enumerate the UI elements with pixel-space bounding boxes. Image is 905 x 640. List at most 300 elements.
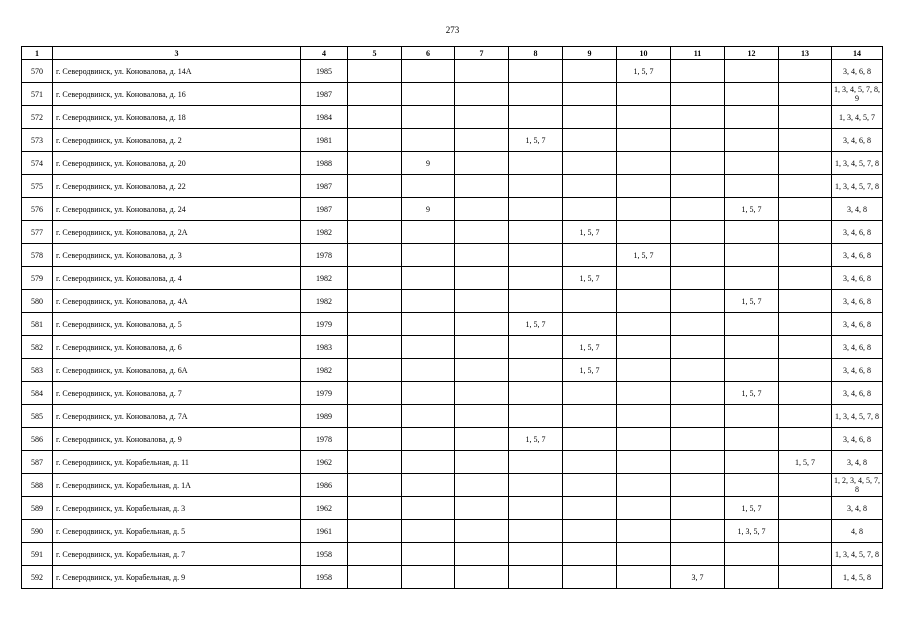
col6-cell	[402, 359, 455, 382]
row-number-cell: 578	[22, 244, 53, 267]
row-number-cell: 585	[22, 405, 53, 428]
col14-cell: 1, 3, 4, 5, 7, 8	[832, 152, 883, 175]
table-row	[22, 175, 883, 198]
address-cell: г. Северодвинск, ул. Корабельная, д. 9	[53, 566, 301, 589]
col12-cell	[725, 566, 779, 589]
col7-cell	[455, 129, 509, 152]
table-row	[22, 359, 883, 382]
year-cell: 1978	[301, 428, 348, 451]
col8-cell	[509, 221, 563, 244]
col13-cell	[779, 175, 832, 198]
col5-cell	[348, 152, 402, 175]
col7-cell	[455, 175, 509, 198]
col12-cell: 1, 5, 7	[725, 382, 779, 405]
col11-cell	[671, 290, 725, 313]
row-number-cell: 575	[22, 175, 53, 198]
address-cell: г. Северодвинск, ул. Коновалова, д. 9	[53, 428, 301, 451]
col10-cell	[617, 129, 671, 152]
col7-cell	[455, 83, 509, 106]
column-header: 13	[779, 47, 832, 60]
col7-cell	[455, 382, 509, 405]
col6-cell: 9	[402, 198, 455, 221]
col12-cell	[725, 152, 779, 175]
table-row	[22, 221, 883, 244]
table-row	[22, 405, 883, 428]
col12-cell	[725, 83, 779, 106]
col9-cell	[563, 405, 617, 428]
table-row	[22, 428, 883, 451]
col10-cell	[617, 451, 671, 474]
row-number-cell: 592	[22, 566, 53, 589]
col12-cell	[725, 474, 779, 497]
col12-cell	[725, 221, 779, 244]
col13-cell: 1, 5, 7	[779, 451, 832, 474]
table-row	[22, 497, 883, 520]
address-cell: г. Северодвинск, ул. Коновалова, д. 4А	[53, 290, 301, 313]
col5-cell	[348, 566, 402, 589]
col8-cell	[509, 336, 563, 359]
col8-cell	[509, 359, 563, 382]
col7-cell	[455, 60, 509, 83]
year-cell: 1958	[301, 566, 348, 589]
col12-cell: 1, 5, 7	[725, 198, 779, 221]
year-cell: 1987	[301, 198, 348, 221]
year-cell: 1982	[301, 267, 348, 290]
col5-cell	[348, 520, 402, 543]
col14-cell: 3, 4, 6, 8	[832, 221, 883, 244]
year-cell: 1962	[301, 451, 348, 474]
col11-cell	[671, 313, 725, 336]
col6-cell	[402, 175, 455, 198]
col10-cell	[617, 497, 671, 520]
col11-cell	[671, 83, 725, 106]
col8-cell	[509, 83, 563, 106]
col7-cell	[455, 428, 509, 451]
column-header: 3	[53, 47, 301, 60]
col6-cell	[402, 382, 455, 405]
col5-cell	[348, 244, 402, 267]
table-row	[22, 244, 883, 267]
col12-cell	[725, 106, 779, 129]
col11-cell	[671, 451, 725, 474]
col14-cell: 1, 3, 4, 5, 7, 8	[832, 175, 883, 198]
col14-cell: 3, 4, 6, 8	[832, 290, 883, 313]
col9-cell	[563, 313, 617, 336]
col5-cell	[348, 267, 402, 290]
col11-cell	[671, 60, 725, 83]
column-header: 12	[725, 47, 779, 60]
col6-cell	[402, 474, 455, 497]
col12-cell	[725, 359, 779, 382]
address-cell: г. Северодвинск, ул. Коновалова, д. 2А	[53, 221, 301, 244]
col9-cell	[563, 451, 617, 474]
col5-cell	[348, 83, 402, 106]
col6-cell	[402, 60, 455, 83]
col13-cell	[779, 359, 832, 382]
col6-cell	[402, 451, 455, 474]
col11-cell	[671, 543, 725, 566]
col6-cell	[402, 497, 455, 520]
col7-cell	[455, 566, 509, 589]
col14-cell: 3, 4, 6, 8	[832, 129, 883, 152]
col6-cell	[402, 313, 455, 336]
col5-cell	[348, 497, 402, 520]
col14-cell: 1, 3, 4, 5, 7	[832, 106, 883, 129]
row-number-cell: 574	[22, 152, 53, 175]
table-row	[22, 566, 883, 589]
col14-cell: 3, 4, 6, 8	[832, 244, 883, 267]
col11-cell	[671, 405, 725, 428]
col8-cell	[509, 244, 563, 267]
col8-cell	[509, 497, 563, 520]
col13-cell	[779, 106, 832, 129]
col7-cell	[455, 313, 509, 336]
year-cell: 1987	[301, 175, 348, 198]
column-header: 14	[832, 47, 883, 60]
row-number-cell: 576	[22, 198, 53, 221]
col6-cell	[402, 83, 455, 106]
address-cell: г. Северодвинск, ул. Корабельная, д. 7	[53, 543, 301, 566]
col5-cell	[348, 313, 402, 336]
address-cell: г. Северодвинск, ул. Корабельная, д. 3	[53, 497, 301, 520]
address-cell: г. Северодвинск, ул. Коновалова, д. 14А	[53, 60, 301, 83]
col9-cell	[563, 497, 617, 520]
row-number-cell: 582	[22, 336, 53, 359]
col5-cell	[348, 336, 402, 359]
col14-cell: 1, 3, 4, 5, 7, 8	[832, 405, 883, 428]
col6-cell	[402, 543, 455, 566]
col5-cell	[348, 175, 402, 198]
col13-cell	[779, 244, 832, 267]
col9-cell	[563, 428, 617, 451]
row-number-cell: 589	[22, 497, 53, 520]
table-row	[22, 129, 883, 152]
col13-cell	[779, 152, 832, 175]
col13-cell	[779, 382, 832, 405]
col7-cell	[455, 543, 509, 566]
col7-cell	[455, 336, 509, 359]
col13-cell	[779, 129, 832, 152]
col5-cell	[348, 290, 402, 313]
col14-cell: 1, 4, 5, 8	[832, 566, 883, 589]
year-cell: 1962	[301, 497, 348, 520]
address-cell: г. Северодвинск, ул. Коновалова, д. 6А	[53, 359, 301, 382]
col8-cell	[509, 198, 563, 221]
col10-cell	[617, 267, 671, 290]
year-cell: 1981	[301, 129, 348, 152]
col11-cell	[671, 497, 725, 520]
col8-cell	[509, 152, 563, 175]
col11-cell	[671, 474, 725, 497]
col7-cell	[455, 405, 509, 428]
col9-cell	[563, 129, 617, 152]
col10-cell	[617, 474, 671, 497]
col10-cell	[617, 106, 671, 129]
col5-cell	[348, 474, 402, 497]
col9-cell: 1, 5, 7	[563, 359, 617, 382]
col14-cell: 3, 4, 8	[832, 497, 883, 520]
col10-cell: 1, 5, 7	[617, 60, 671, 83]
col12-cell	[725, 267, 779, 290]
col11-cell	[671, 382, 725, 405]
col6-cell	[402, 520, 455, 543]
year-cell: 1987	[301, 83, 348, 106]
col14-cell: 3, 4, 6, 8	[832, 267, 883, 290]
col7-cell	[455, 290, 509, 313]
year-cell: 1989	[301, 405, 348, 428]
col6-cell	[402, 428, 455, 451]
year-cell: 1982	[301, 359, 348, 382]
year-cell: 1958	[301, 543, 348, 566]
col10-cell	[617, 175, 671, 198]
col10-cell	[617, 290, 671, 313]
address-cell: г. Северодвинск, ул. Коновалова, д. 4	[53, 267, 301, 290]
col13-cell	[779, 497, 832, 520]
col12-cell: 1, 3, 5, 7	[725, 520, 779, 543]
col10-cell	[617, 359, 671, 382]
col7-cell	[455, 451, 509, 474]
table-row	[22, 267, 883, 290]
column-header: 10	[617, 47, 671, 60]
col8-cell	[509, 451, 563, 474]
row-number-cell: 581	[22, 313, 53, 336]
col6-cell	[402, 244, 455, 267]
col12-cell	[725, 405, 779, 428]
col5-cell	[348, 451, 402, 474]
col7-cell	[455, 198, 509, 221]
col5-cell	[348, 129, 402, 152]
col8-cell: 1, 5, 7	[509, 129, 563, 152]
col9-cell	[563, 152, 617, 175]
col10-cell	[617, 566, 671, 589]
page-number: 273	[445, 25, 460, 35]
col7-cell	[455, 152, 509, 175]
address-cell: г. Северодвинск, ул. Коновалова, д. 6	[53, 336, 301, 359]
col11-cell	[671, 221, 725, 244]
address-cell: г. Северодвинск, ул. Корабельная, д. 11	[53, 451, 301, 474]
col10-cell: 1, 5, 7	[617, 244, 671, 267]
table-row	[22, 152, 883, 175]
address-cell: г. Северодвинск, ул. Корабельная, д. 1А	[53, 474, 301, 497]
year-cell: 1982	[301, 290, 348, 313]
col6-cell	[402, 336, 455, 359]
col9-cell: 1, 5, 7	[563, 336, 617, 359]
column-header: 8	[509, 47, 563, 60]
col14-cell: 3, 4, 6, 8	[832, 359, 883, 382]
col12-cell	[725, 175, 779, 198]
col14-cell: 3, 4, 6, 8	[832, 60, 883, 83]
col13-cell	[779, 221, 832, 244]
col13-cell	[779, 566, 832, 589]
address-cell: г. Северодвинск, ул. Коновалова, д. 7	[53, 382, 301, 405]
col5-cell	[348, 428, 402, 451]
col12-cell: 1, 5, 7	[725, 290, 779, 313]
address-cell: г. Северодвинск, ул. Коновалова, д. 20	[53, 152, 301, 175]
col12-cell	[725, 428, 779, 451]
col13-cell	[779, 543, 832, 566]
col11-cell	[671, 106, 725, 129]
col12-cell	[725, 129, 779, 152]
col8-cell: 1, 5, 7	[509, 428, 563, 451]
column-header: 5	[348, 47, 402, 60]
address-cell: г. Северодвинск, ул. Коновалова, д. 18	[53, 106, 301, 129]
row-number-cell: 591	[22, 543, 53, 566]
year-cell: 1984	[301, 106, 348, 129]
col7-cell	[455, 267, 509, 290]
column-header: 7	[455, 47, 509, 60]
col13-cell	[779, 60, 832, 83]
column-header: 11	[671, 47, 725, 60]
col10-cell	[617, 221, 671, 244]
col11-cell	[671, 428, 725, 451]
col9-cell	[563, 566, 617, 589]
col10-cell	[617, 405, 671, 428]
table-row	[22, 290, 883, 313]
col12-cell	[725, 60, 779, 83]
col13-cell	[779, 428, 832, 451]
header-row	[22, 47, 883, 60]
year-cell: 1983	[301, 336, 348, 359]
table-body	[22, 60, 883, 589]
col13-cell	[779, 336, 832, 359]
col7-cell	[455, 474, 509, 497]
col13-cell	[779, 290, 832, 313]
address-cell: г. Северодвинск, ул. Корабельная, д. 5	[53, 520, 301, 543]
col9-cell	[563, 382, 617, 405]
col5-cell	[348, 382, 402, 405]
col14-cell: 1, 2, 3, 4, 5, 7, 8	[832, 474, 883, 497]
table-row	[22, 451, 883, 474]
col10-cell	[617, 382, 671, 405]
table-row	[22, 382, 883, 405]
col11-cell	[671, 359, 725, 382]
col12-cell	[725, 244, 779, 267]
col9-cell	[563, 244, 617, 267]
col12-cell	[725, 313, 779, 336]
column-header: 1	[22, 47, 53, 60]
address-cell: г. Северодвинск, ул. Коновалова, д. 24	[53, 198, 301, 221]
col8-cell	[509, 520, 563, 543]
col9-cell: 1, 5, 7	[563, 267, 617, 290]
row-number-cell: 590	[22, 520, 53, 543]
row-number-cell: 571	[22, 83, 53, 106]
table-row	[22, 543, 883, 566]
col8-cell	[509, 60, 563, 83]
col5-cell	[348, 60, 402, 83]
col10-cell	[617, 543, 671, 566]
table-row	[22, 198, 883, 221]
year-cell: 1978	[301, 244, 348, 267]
col9-cell	[563, 60, 617, 83]
row-number-cell: 583	[22, 359, 53, 382]
col9-cell	[563, 520, 617, 543]
row-number-cell: 570	[22, 60, 53, 83]
col6-cell	[402, 405, 455, 428]
row-number-cell: 572	[22, 106, 53, 129]
col14-cell: 1, 3, 4, 5, 7, 8	[832, 543, 883, 566]
year-cell: 1982	[301, 221, 348, 244]
col10-cell	[617, 428, 671, 451]
col14-cell: 4, 8	[832, 520, 883, 543]
col11-cell	[671, 175, 725, 198]
col8-cell	[509, 566, 563, 589]
col5-cell	[348, 359, 402, 382]
col13-cell	[779, 520, 832, 543]
table-row	[22, 106, 883, 129]
col11-cell	[671, 267, 725, 290]
col7-cell	[455, 497, 509, 520]
row-number-cell: 587	[22, 451, 53, 474]
row-number-cell: 586	[22, 428, 53, 451]
col6-cell: 9	[402, 152, 455, 175]
col10-cell	[617, 152, 671, 175]
col8-cell	[509, 382, 563, 405]
address-cell: г. Северодвинск, ул. Коновалова, д. 2	[53, 129, 301, 152]
col11-cell: 3, 7	[671, 566, 725, 589]
address-cell: г. Северодвинск, ул. Коновалова, д. 22	[53, 175, 301, 198]
col12-cell	[725, 543, 779, 566]
year-cell: 1979	[301, 313, 348, 336]
address-cell: г. Северодвинск, ул. Коновалова, д. 3	[53, 244, 301, 267]
table-row	[22, 313, 883, 336]
col10-cell	[617, 83, 671, 106]
col6-cell	[402, 566, 455, 589]
col5-cell	[348, 198, 402, 221]
col9-cell	[563, 474, 617, 497]
table-row	[22, 474, 883, 497]
row-number-cell: 588	[22, 474, 53, 497]
table-row	[22, 60, 883, 83]
col9-cell	[563, 198, 617, 221]
col11-cell	[671, 129, 725, 152]
col5-cell	[348, 221, 402, 244]
address-cell: г. Северодвинск, ул. Коновалова, д. 5	[53, 313, 301, 336]
year-cell: 1979	[301, 382, 348, 405]
col8-cell	[509, 405, 563, 428]
col11-cell	[671, 336, 725, 359]
row-number-cell: 579	[22, 267, 53, 290]
col14-cell: 3, 4, 8	[832, 198, 883, 221]
col13-cell	[779, 83, 832, 106]
col13-cell	[779, 267, 832, 290]
col11-cell	[671, 244, 725, 267]
col7-cell	[455, 221, 509, 244]
col13-cell	[779, 198, 832, 221]
year-cell: 1986	[301, 474, 348, 497]
col14-cell: 3, 4, 6, 8	[832, 313, 883, 336]
col8-cell	[509, 175, 563, 198]
table-row	[22, 83, 883, 106]
col10-cell	[617, 336, 671, 359]
col14-cell: 3, 4, 6, 8	[832, 382, 883, 405]
table-row	[22, 336, 883, 359]
col7-cell	[455, 520, 509, 543]
col6-cell	[402, 267, 455, 290]
col14-cell: 3, 4, 6, 8	[832, 336, 883, 359]
address-cell: г. Северодвинск, ул. Коновалова, д. 16	[53, 83, 301, 106]
col13-cell	[779, 313, 832, 336]
col11-cell	[671, 152, 725, 175]
col9-cell	[563, 290, 617, 313]
col6-cell	[402, 290, 455, 313]
year-cell: 1961	[301, 520, 348, 543]
column-header: 9	[563, 47, 617, 60]
col12-cell	[725, 336, 779, 359]
row-number-cell: 577	[22, 221, 53, 244]
col10-cell	[617, 198, 671, 221]
col13-cell	[779, 474, 832, 497]
address-cell: г. Северодвинск, ул. Коновалова, д. 7А	[53, 405, 301, 428]
